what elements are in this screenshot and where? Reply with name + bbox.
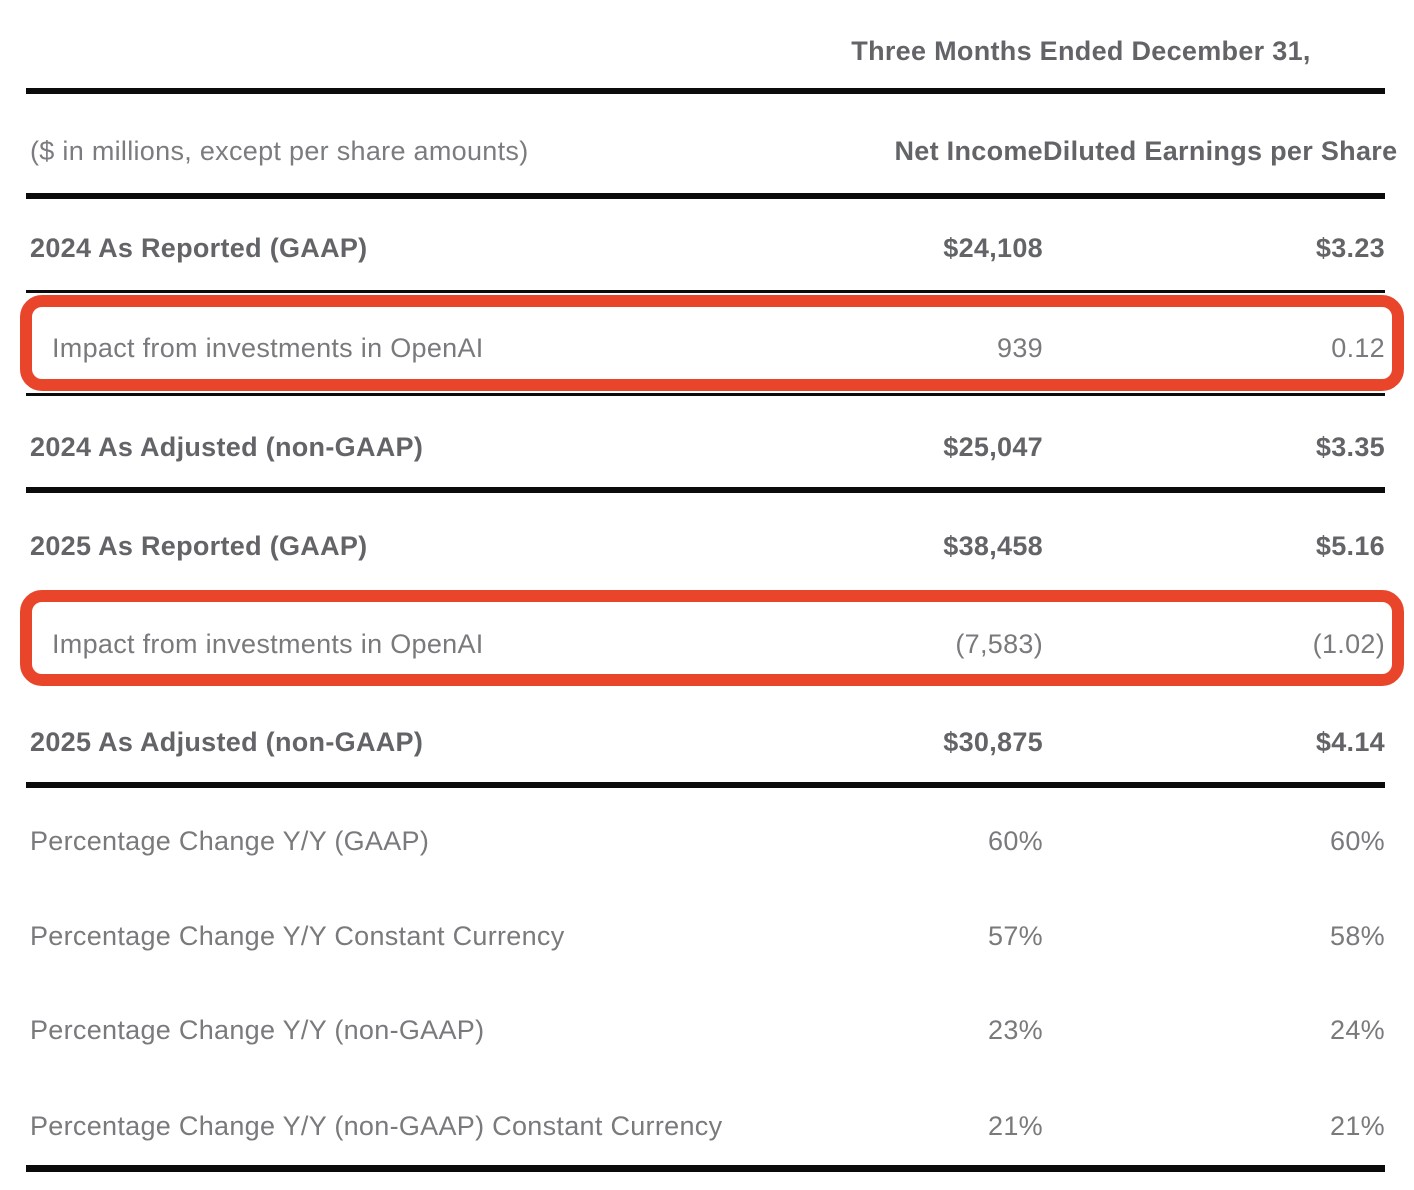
table-row [26, 1078, 1385, 1172]
diluted-eps-value: 60% [1330, 825, 1385, 856]
table-row [26, 493, 1385, 589]
row-label: 2024 As Adjusted (non-GAAP) [30, 431, 424, 462]
diluted-eps-value: 21% [1330, 1110, 1385, 1141]
diluted-eps-value: 58% [1330, 920, 1385, 951]
net-income-value: 939 [997, 332, 1043, 363]
column-header-row [26, 94, 1398, 199]
row-label: Impact from investments in OpenAI [52, 629, 484, 659]
net-income-value: $25,047 [943, 431, 1043, 462]
table-row [26, 199, 1385, 293]
column-header-diluted-eps: Diluted Earnings per Share [1043, 136, 1398, 166]
row-label: Percentage Change Y/Y (non-GAAP) [30, 1015, 485, 1045]
row-label: 2025 As Reported (GAAP) [30, 530, 368, 561]
diluted-eps-value: $5.16 [1315, 530, 1385, 561]
table-row [26, 396, 1385, 493]
row-label: Percentage Change Y/Y Constant Currency [30, 920, 565, 951]
diluted-eps-value: $4.14 [1315, 726, 1385, 757]
diluted-eps-value: (1.02) [1312, 629, 1385, 659]
units-note: ($ in millions, except per share amounts) [30, 136, 529, 166]
row-label: 2024 As Reported (GAAP) [30, 233, 368, 263]
net-income-value: 23% [988, 1015, 1043, 1045]
net-income-value: $38,458 [943, 530, 1043, 561]
period-header-row [26, 0, 1385, 94]
table-row [26, 788, 1385, 884]
table-row [26, 884, 1385, 983]
net-income-value: 60% [988, 825, 1043, 856]
diluted-eps-value: 0.12 [1331, 332, 1385, 363]
row-label: Percentage Change Y/Y (non-GAAP) Constant Currency [30, 1110, 723, 1141]
row-label: Percentage Change Y/Y (GAAP) [30, 825, 430, 856]
table-row-highlighted [26, 293, 1385, 396]
period-header: Three Months Ended December 31, [851, 35, 1311, 66]
reconciliation-table [26, 0, 1398, 1172]
diluted-eps-value: 24% [1330, 1015, 1385, 1045]
net-income-value: (7,583) [955, 629, 1043, 659]
net-income-value: 57% [988, 920, 1043, 951]
net-income-value: 21% [988, 1110, 1043, 1141]
table-row [26, 983, 1385, 1078]
table-row-highlighted [26, 589, 1385, 686]
table-row [26, 686, 1385, 788]
column-header-net-income: Net Income [894, 136, 1043, 166]
net-income-value: $24,108 [943, 233, 1043, 263]
row-label: 2025 As Adjusted (non-GAAP) [30, 726, 424, 757]
row-label: Impact from investments in OpenAI [52, 332, 484, 363]
diluted-eps-value: $3.23 [1315, 233, 1385, 263]
diluted-eps-value: $3.35 [1315, 431, 1385, 462]
net-income-value: $30,875 [943, 726, 1043, 757]
